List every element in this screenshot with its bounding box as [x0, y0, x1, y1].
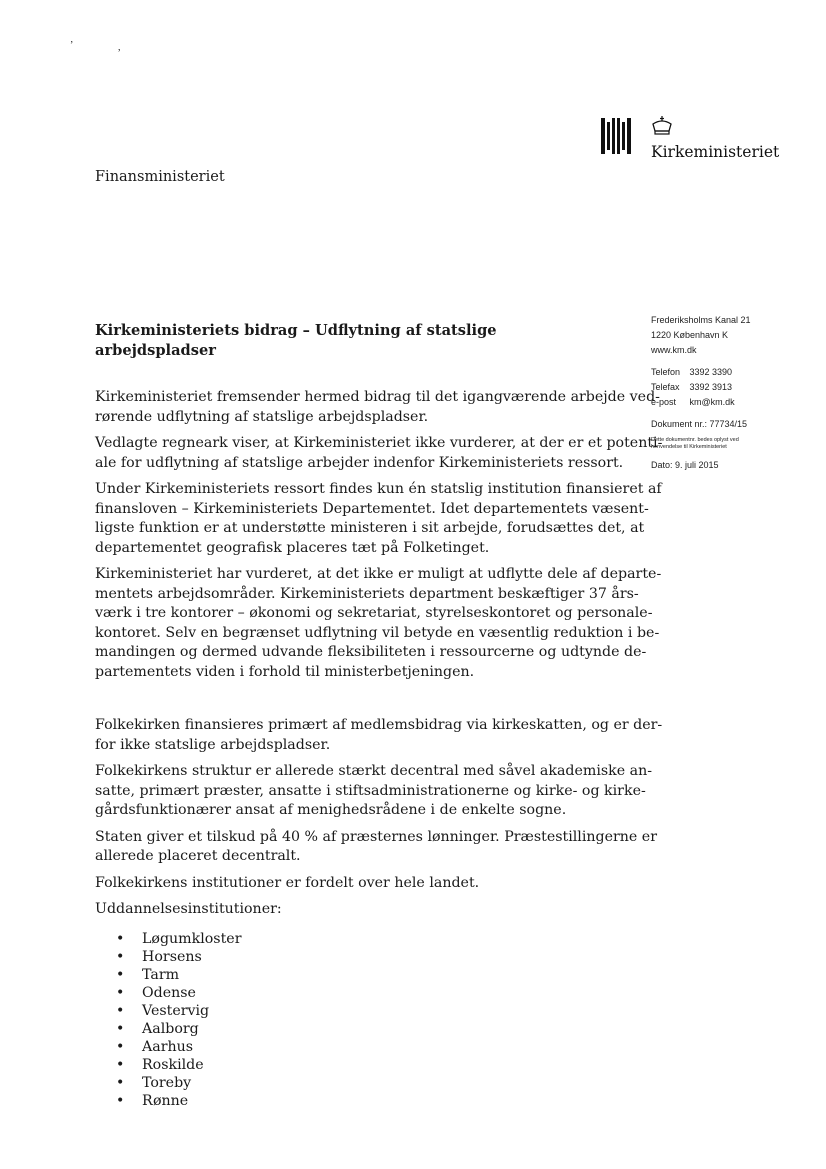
- email-row: [651, 395, 801, 410]
- ministry-name: Kirkeministeriet: [651, 143, 780, 161]
- list-item: • Tarm: [116, 966, 180, 983]
- list-heading: Uddannelsesinstitutioner:: [95, 901, 282, 917]
- address-line: 1220 København K: [651, 330, 729, 340]
- paragraph: Staten giver et tilskud på 40 % af præsternes lønninger. Præstestillingerne er allerede placeret decentralt.: [95, 828, 657, 864]
- website: www.km.dk: [651, 345, 697, 355]
- phone-label: Telefon: [651, 367, 681, 377]
- fax-value: 3392 3913: [689, 382, 733, 392]
- ministry-emblem-icon: [601, 116, 631, 156]
- phone-row: [651, 365, 801, 380]
- paragraph: Folkekirkens struktur er allerede stærkt decentral med såvel akademiske an- satte, primært præster, ansatte i stiftsadministrationerne og kirke- og kirke- gårdsfunktionærer ansat af menighedsrådene i de enkelte sogne.: [95, 763, 653, 818]
- email-label: e-post: [651, 397, 677, 407]
- crown-icon: [651, 116, 673, 136]
- list-item: • Løgumkloster: [116, 930, 242, 947]
- reference-note-line: henvendelse til Kirkeministeriet: [651, 444, 727, 450]
- ministry-logo: [601, 116, 780, 162]
- letter-date: Dato: 9. juli 2015: [651, 460, 719, 470]
- institution-list: [95, 930, 595, 1111]
- paragraph: Folkekirkens institutioner er fordelt over hele landet.: [95, 874, 480, 891]
- list-item: • Aarhus: [116, 1039, 194, 1056]
- list-item: • Aalborg: [116, 1020, 199, 1037]
- list-item: • Rønne: [116, 1093, 189, 1110]
- recipient: Finansministeriet: [95, 169, 225, 185]
- list-item: • Odense: [116, 984, 196, 1001]
- list-item: • Horsens: [116, 948, 202, 965]
- reference-note-line: Dette dokumentnr. bedes oplyst ved: [651, 437, 739, 443]
- document-number: Dokument nr.: 77734/15: [651, 419, 748, 429]
- list-item: • Vestervig: [116, 1002, 210, 1019]
- paragraph: Kirkeministeriet har vurderet, at det ikke er muligt at udflytte dele af departe- mentets arbejdsområder. Kirkeministeriets department beskæftiger 37 års- værk i tre kontorer – økonomi og sekretariat, styrelseskontoret og personale- kontoret. Selv en begrænset udflytning vil betyde en væsentlig reduktion i be- mandingen og dermed udvande fleksibiliteten i ressourcerne og udtynde de- partementets viden i forhold til ministerbetjeningen.: [95, 566, 662, 680]
- letter-title: Kirkeministeriets bidrag – Udflytning af statslige arbejdspladser: [95, 322, 497, 359]
- letter-body: [95, 321, 663, 1110]
- list-item: • Roskilde: [116, 1057, 204, 1074]
- email-value: km@km.dk: [689, 397, 735, 407]
- reference-note: [651, 437, 801, 451]
- list-item: • Toreby: [116, 1075, 192, 1092]
- paragraph: Under Kirkeministeriets ressort findes kun én statslig institution finansieret af finansloven – Kirkeministeriets Departementet. Idet departementets væsent- ligste funktion er at understøtte ministeren i sit arbejde, forudsættes det, at departementet geografisk placeres tæt på Folketinget.: [95, 481, 662, 556]
- fax-label: Telefax: [651, 382, 680, 392]
- fax-row: [651, 380, 801, 395]
- paragraph: Vedlagte regneark viser, at Kirkeministeriet ikke vurderer, at der er et potenti- ale for udflytning af statslige arbejder indenfor Kirkeministeriets ressort.: [95, 435, 663, 471]
- address-line: Frederiksholms Kanal 21: [651, 315, 751, 325]
- paragraph: Kirkeministeriet fremsender hermed bidrag til det igangværende arbejde ved- rørende udflytning af statslige arbejdspladser.: [95, 389, 660, 425]
- paragraph: Folkekirken finansieres primært af medlemsbidrag via kirkeskatten, og er der- for ikke statslige arbejdspladser.: [95, 717, 663, 753]
- contact-sidebar: [651, 313, 801, 473]
- phone-value: 3392 3390: [689, 367, 733, 377]
